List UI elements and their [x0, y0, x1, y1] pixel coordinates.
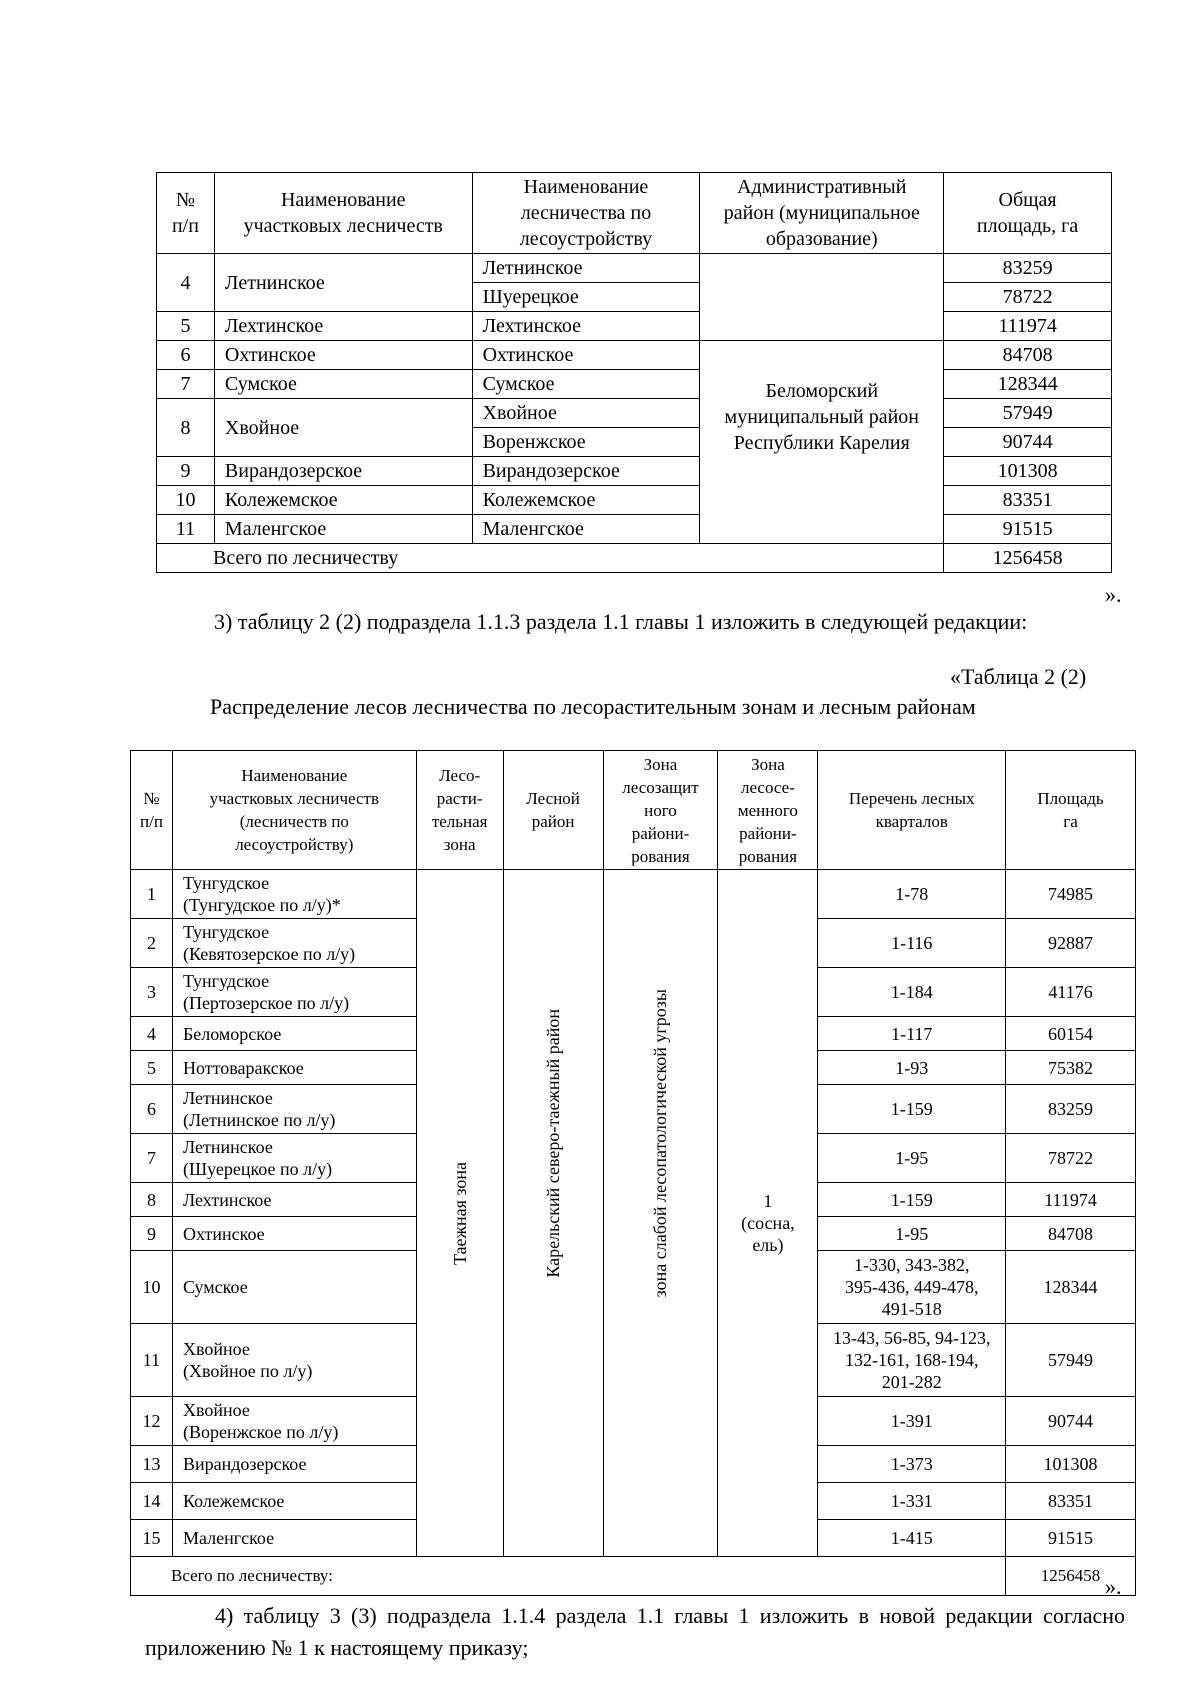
cell-num: 14 — [131, 1483, 173, 1520]
cell-forestry: Хвойное — [472, 399, 700, 428]
header-area: Общая площадь, га — [944, 173, 1112, 254]
cell-area: 84708 — [1006, 1217, 1136, 1251]
cell-forestry: Лехтинское — [472, 312, 700, 341]
cell-forestry: Вирандозерское — [472, 457, 700, 486]
quote-close: ». — [1105, 1574, 1122, 1599]
cell-quarters: 1-95 — [818, 1134, 1006, 1183]
cell-area: 92887 — [1006, 919, 1136, 968]
header-forestry: Наименование лесничества по лесоустройству — [472, 173, 700, 254]
quote-close: ». — [1105, 582, 1122, 607]
table-row — [157, 399, 1112, 428]
header-admin: Административный район (муниципальное образование) — [700, 173, 944, 254]
table-row — [157, 312, 1112, 341]
cell-forestry: Летнинское — [472, 254, 700, 283]
cell-admin-empty — [700, 254, 944, 341]
table-row — [157, 370, 1112, 399]
cell-area: 74985 — [1006, 870, 1136, 919]
cell-name: Тунгудское (Пертозерское по л/у) — [172, 968, 416, 1017]
header-area: Площадь га — [1006, 751, 1136, 870]
cell-area: 111974 — [944, 312, 1112, 341]
cell-forestry: Колежемское — [472, 486, 700, 515]
table-row — [157, 457, 1112, 486]
cell-area: 83351 — [944, 486, 1112, 515]
cell-name: Летнинское (Шуерецкое по л/у) — [172, 1134, 416, 1183]
table-number-label: «Таблица 2 (2) — [950, 664, 1087, 689]
cell-name: Тунгудское (Тунгудское по л/у)* — [172, 870, 416, 919]
paragraph-3: 3) таблицу 2 (2) подраздела 1.1.3 раздела 1.1 главы 1 изложить в следующей редакции: — [214, 609, 1028, 634]
cell-seed-zone: 1 (сосна, ель) — [718, 870, 818, 1557]
cell-name: Хвойное (Хвойное по л/у) — [172, 1324, 416, 1397]
cell-quarters: 1-373 — [818, 1446, 1006, 1483]
table-row — [131, 870, 1136, 919]
cell-area: 128344 — [944, 370, 1112, 399]
cell-name: Хвойное (Воренжское по л/у) — [172, 1397, 416, 1446]
cell-forest-region — [503, 870, 603, 1557]
zones-table — [130, 750, 1136, 1596]
cell-forestry: Воренжское — [472, 428, 700, 457]
cell-area: 83259 — [944, 254, 1112, 283]
cell-name: Сумское — [172, 1251, 416, 1324]
table-title: Распределение лесов лесничества по лесорастительным зонам и лесным районам — [210, 694, 976, 719]
cell-area: 41176 — [1006, 968, 1136, 1017]
cell-num: 11 — [131, 1324, 173, 1397]
cell-forestry: Охтинское — [472, 341, 700, 370]
cell-num: 3 — [131, 968, 173, 1017]
header-seed-zone: Зона лесосе- менного райони- рования — [718, 751, 818, 870]
cell-name: Беломорское — [172, 1017, 416, 1051]
table-total-row — [157, 544, 1112, 573]
header-name: Наименование участковых лесничеств (лесничеств по лесоустройству) — [172, 751, 416, 870]
cell-num: 10 — [157, 486, 215, 515]
cell-name: Сумское — [214, 370, 472, 399]
cell-area: 91515 — [1006, 1520, 1136, 1557]
forest-region-text: Карельский северо-таежный район — [543, 1008, 564, 1278]
cell-protect-zone — [603, 870, 718, 1557]
header-protect-zone: Зона лесозащит ного райони- рования — [603, 751, 718, 870]
cell-num: 6 — [157, 341, 215, 370]
cell-area: 84708 — [944, 341, 1112, 370]
cell-quarters: 1-93 — [818, 1051, 1006, 1085]
total-label: Всего по лесничеству — [157, 544, 944, 573]
table-header-row — [157, 173, 1112, 254]
cell-name: Тунгудское (Кевятозерское по л/у) — [172, 919, 416, 968]
cell-num: 9 — [131, 1217, 173, 1251]
cell-name: Вирандозерское — [214, 457, 472, 486]
cell-area: 83351 — [1006, 1483, 1136, 1520]
header-num: № п/п — [131, 751, 173, 870]
cell-area: 78722 — [1006, 1134, 1136, 1183]
cell-area: 101308 — [1006, 1446, 1136, 1483]
cell-name: Маленгское — [214, 515, 472, 544]
cell-area: 75382 — [1006, 1051, 1136, 1085]
cell-quarters: 1-330, 343-382, 395-436, 449-478, 491-518 — [818, 1251, 1006, 1324]
cell-num: 5 — [131, 1051, 173, 1085]
cell-forestry: Шуерецкое — [472, 283, 700, 312]
cell-name: Лехтинское — [214, 312, 472, 341]
cell-name: Ноттоваракское — [172, 1051, 416, 1085]
cell-area: 101308 — [944, 457, 1112, 486]
paragraph-4: 4) таблицу 3 (3) подраздела 1.1.4 раздела 1.1 главы 1 изложить в новой редакции согласно приложению № 1 к настоящему приказу; — [145, 1603, 1125, 1660]
veg-zone-text: Таежная зона — [449, 1161, 470, 1265]
cell-num: 11 — [157, 515, 215, 544]
cell-num: 8 — [131, 1183, 173, 1217]
header-num: № п/п — [157, 173, 215, 254]
cell-num: 2 — [131, 919, 173, 968]
cell-num: 15 — [131, 1520, 173, 1557]
cell-area: 83259 — [1006, 1085, 1136, 1134]
cell-quarters: 1-78 — [818, 870, 1006, 919]
cell-forestry: Сумское — [472, 370, 700, 399]
cell-num: 4 — [157, 254, 215, 312]
cell-name: Охтинское — [172, 1217, 416, 1251]
cell-quarters: 1-117 — [818, 1017, 1006, 1051]
cell-area: 128344 — [1006, 1251, 1136, 1324]
cell-num: 7 — [131, 1134, 173, 1183]
cell-area: 60154 — [1006, 1017, 1136, 1051]
cell-num: 7 — [157, 370, 215, 399]
cell-name: Вирандозерское — [172, 1446, 416, 1483]
cell-quarters: 1-159 — [818, 1085, 1006, 1134]
header-name: Наименование участковых лесничеств — [214, 173, 472, 254]
cell-quarters: 1-391 — [818, 1397, 1006, 1446]
cell-name: Колежемское — [172, 1483, 416, 1520]
cell-area: 90744 — [944, 428, 1112, 457]
cell-name: Лехтинское — [172, 1183, 416, 1217]
cell-area: 78722 — [944, 283, 1112, 312]
header-veg-zone: Лесо- расти- тельная зона — [416, 751, 503, 870]
cell-quarters: 1-159 — [818, 1183, 1006, 1217]
table-total-row — [131, 1557, 1136, 1596]
cell-name: Хвойное — [214, 399, 472, 457]
cell-quarters: 13-43, 56-85, 94-123, 132-161, 168-194, 201-282 — [818, 1324, 1006, 1397]
cell-quarters: 1-331 — [818, 1483, 1006, 1520]
total-label: Всего по лесничеству: — [131, 1557, 1006, 1596]
cell-area: 57949 — [944, 399, 1112, 428]
cell-name: Летнинское — [214, 254, 472, 312]
cell-num: 12 — [131, 1397, 173, 1446]
cell-num: 10 — [131, 1251, 173, 1324]
header-quarters: Перечень лесных кварталов — [818, 751, 1006, 870]
cell-quarters: 1-116 — [818, 919, 1006, 968]
total-value: 1256458 — [1006, 1557, 1136, 1596]
cell-name: Летнинское (Летнинское по л/у) — [172, 1085, 416, 1134]
cell-quarters: 1-95 — [818, 1217, 1006, 1251]
cell-num: 13 — [131, 1446, 173, 1483]
total-value: 1256458 — [944, 544, 1112, 573]
cell-num: 6 — [131, 1085, 173, 1134]
table-row — [157, 254, 1112, 283]
cell-admin-region: Беломорский муниципальный район Республики Карелия — [700, 341, 944, 544]
cell-veg-zone — [416, 870, 503, 1557]
cell-num: 4 — [131, 1017, 173, 1051]
cell-num: 8 — [157, 399, 215, 457]
cell-area: 91515 — [944, 515, 1112, 544]
protect-zone-text: зона слабой лесопатологической угрозы — [650, 988, 671, 1298]
cell-name: Маленгское — [172, 1520, 416, 1557]
table-row — [157, 341, 1112, 370]
header-forest-region: Лесной район — [503, 751, 603, 870]
cell-num: 1 — [131, 870, 173, 919]
cell-quarters: 1-184 — [818, 968, 1006, 1017]
cell-area: 111974 — [1006, 1183, 1136, 1217]
cell-area: 57949 — [1006, 1324, 1136, 1397]
table-row — [157, 486, 1112, 515]
cell-name: Колежемское — [214, 486, 472, 515]
table-row — [157, 515, 1112, 544]
cell-num: 9 — [157, 457, 215, 486]
cell-name: Охтинское — [214, 341, 472, 370]
table-header-row — [131, 751, 1136, 870]
cell-area: 90744 — [1006, 1397, 1136, 1446]
table-body — [131, 870, 1136, 1557]
cell-num: 5 — [157, 312, 215, 341]
cell-forestry: Маленгское — [472, 515, 700, 544]
forestry-table — [156, 172, 1112, 573]
cell-quarters: 1-415 — [818, 1520, 1006, 1557]
